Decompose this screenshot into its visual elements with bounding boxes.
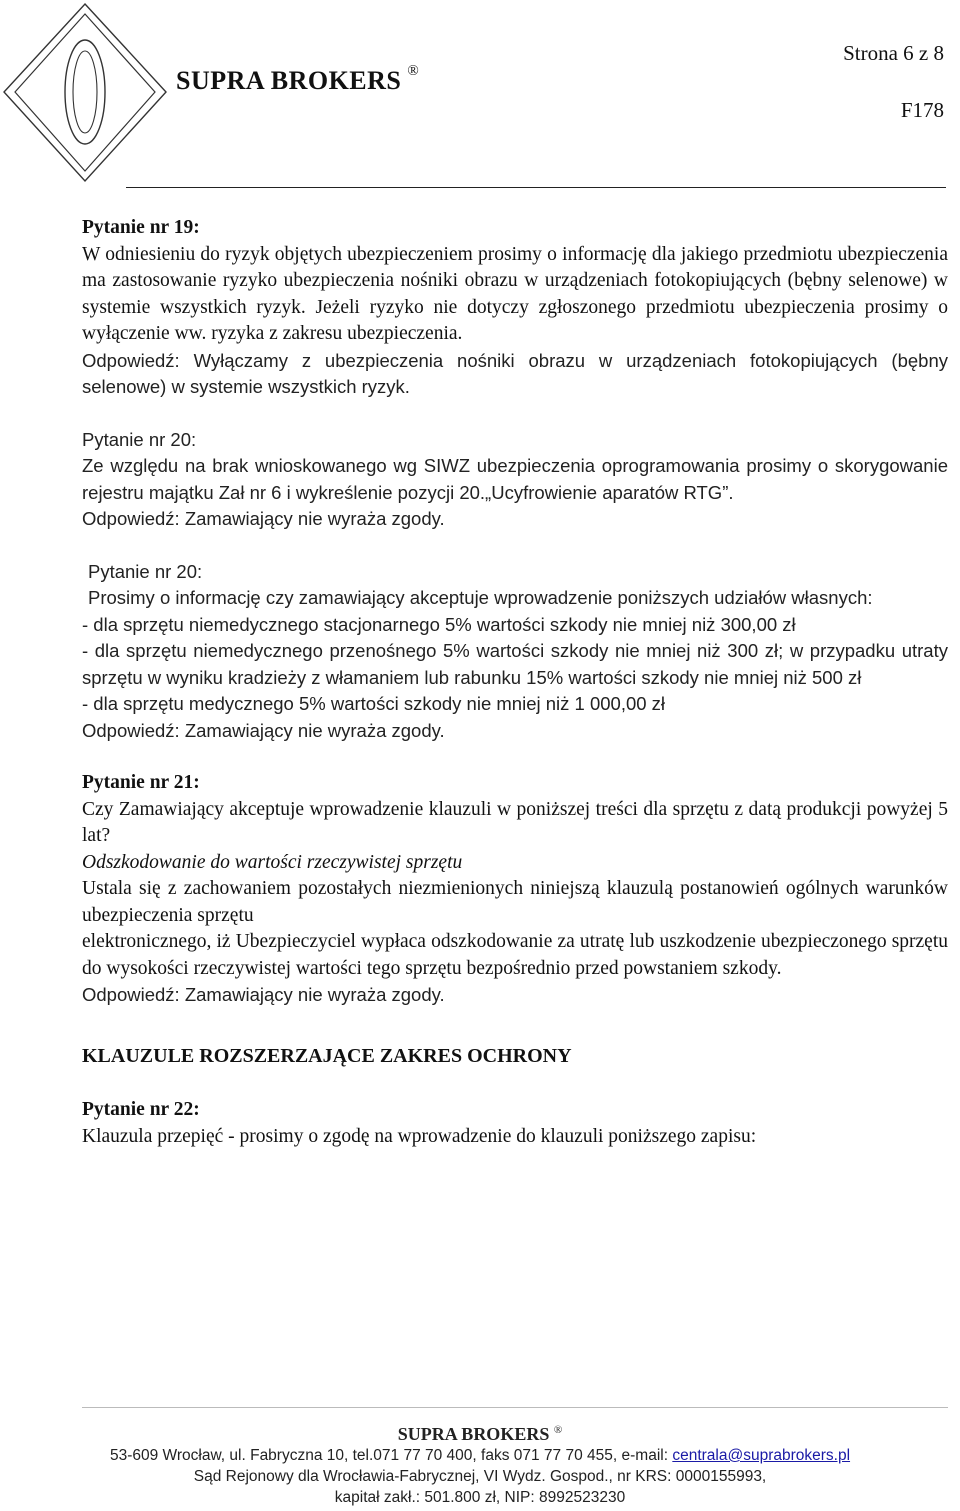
answer-text: Zamawiający nie wyraża zgody. [184,719,445,741]
question-text: Ze względu na brak wnioskowanego wg SIWZ ubezpieczenia oprogramowania prosimy o skorygowanie rejestru majątku Zał nr 6 i wykreślenie pozycji 20.„Ucyfrowienie aparatów RTG”. [82,455,948,503]
question-text: Klauzula przepięć - prosimy o zgodę na wprowadzenie do klauzuli poniższego zapisu: [82,1125,757,1147]
form-code: F178 [900,98,944,122]
footer-court: Sąd Rejonowy dla Wrocławia-Fabrycznej, VI Wydz. Gospod., nr KRS: 0000155993, [193,1468,767,1485]
question-text: Czy Zamawiający akceptuje wprowadzenie klauzuli w poniższej treści dla sprzętu z datą produkcji powyżej 5 lat? [82,798,948,846]
question-text: W odniesieniu do ryzyk objętych ubezpieczeniem prosimy o informację dla jakiego przedmiotu ubezpieczenia ma zastosowanie ryzyko ubezpieczenia nośniki obrazu w urządzeniach fotokopiujących (bębny selenowe) w systemie wszystkich ryzyk. Jeżeli ryzyko nie dotyczy zgłoszonego przedmiotu ubezpieczenia prosimy o wyłączenie ww. ryzyka z zakresu ubezpieczenia. [82,243,948,344]
question-title: Pytanie nr 20: [82,428,197,450]
footer [0,1420,960,1508]
answer-label: Odpowiedź: [82,984,180,1005]
question-title: Pytanie nr 22: [82,1099,200,1120]
answer-text: Zamawiający nie wyraża zgody. [184,984,445,1005]
clause-text: elektronicznego, iż Ubezpieczyciel wypłaca odszkodowanie za utratę lub uszkodzenie ubezpieczonego sprzętu do wysokości rzeczywistej wartości tego sprzętu bezpośrednio przed powstaniem szkody. [82,931,948,979]
answer-label: Odpowiedź: [82,719,180,741]
section-heading: KLAUZULE ROZSZERZAJĄCE ZAKRES OCHRONY [82,1044,572,1067]
question-21 [82,770,948,1009]
question-20a [82,427,948,533]
answer [82,348,948,401]
question-19 [82,215,948,401]
footer-divider [82,1407,948,1408]
page-number: Strona 6 z 8 [843,41,944,65]
document-body [82,215,948,1176]
footer-brand: SUPRA BROKERS ® [397,1424,563,1444]
list-item: - dla sprzętu medycznego 5% wartości szkody nie mniej niż 1 000,00 zł [82,693,666,714]
clause-text: Ustala się z zachowaniem pozostałych niezmienionych niniejszą klauzulą postanowień ogólnych warunków ubezpieczenia sprzętu [82,878,948,926]
list-item: - dla sprzętu niemedycznego stacjonarnego 5% wartości szkody nie mniej niż 300,00 zł [82,613,796,635]
list-item: - dla sprzętu niemedycznego przenośnego 5% wartości szkody nie mniej niż 300 zł; w przypadku utraty sprzętu w wyniku kradzieży z włamaniem lub rabunku 15% wartości szkody nie mniej niż 500 zł [82,640,948,688]
question-title: Pytanie nr 20: [88,560,203,582]
header-divider [126,187,946,188]
answer-text: Zamawiający nie wyraża zgody. [184,508,445,529]
footer-capital: kapitał zakł.: 501.800 zł, NIP: 8992523230 [334,1489,626,1506]
question-title: Pytanie nr 19: [82,217,200,238]
answer [82,982,948,1009]
question-text: Prosimy o informację czy zamawiający akceptuje wprowadzenie poniższych udziałów własnych: [88,587,873,608]
answer [82,718,948,745]
answer-label: Odpowiedź: [82,349,180,371]
clause-title: Odszkodowanie do wartości rzeczywistej sprzętu [82,851,463,873]
supra-brokers-logo [0,0,170,185]
question-22 [82,1097,948,1150]
answer-text: Wyłączamy z ubezpieczenia nośniki obrazu w urządzeniach fotokopiujących (bębny selenowe) w systemie wszystkich ryzyk. [82,349,948,397]
footer-address: 53-609 Wrocław, ul. Fabryczna 10, tel.071 77 70 400, faks 071 77 70 455, e-mail: centrala@suprabrokers.pl [109,1447,851,1464]
question-20b [82,559,948,745]
answer-label: Odpowiedź: [82,508,180,529]
header-brand: SUPRA BROKERS ® [176,63,420,95]
question-title: Pytanie nr 21: [82,772,200,793]
answer [82,506,948,533]
footer-email-link[interactable]: centrala@suprabrokers.pl [672,1447,851,1464]
